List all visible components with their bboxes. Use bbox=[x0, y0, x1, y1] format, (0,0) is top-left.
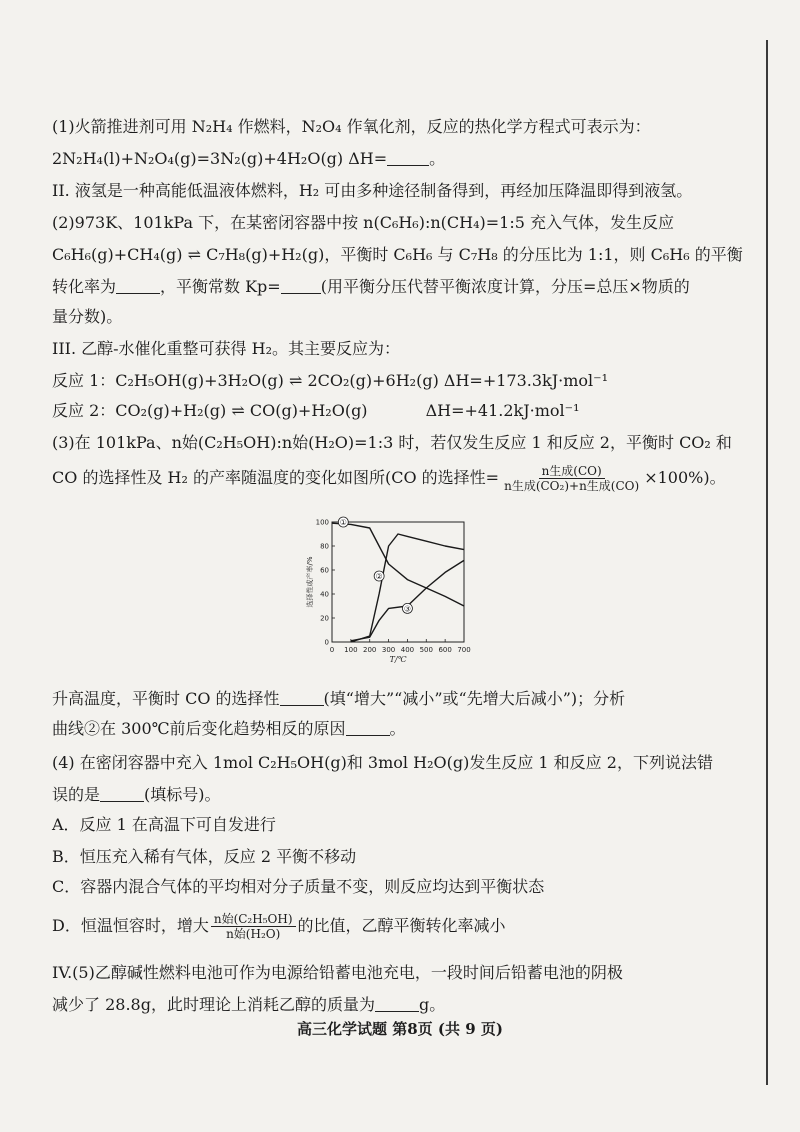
section4-line2 bbox=[52, 994, 742, 1016]
plot-frame bbox=[332, 522, 464, 642]
option-d-text-b: 的比值，乙醇平衡转化率减小 bbox=[297, 916, 506, 935]
q1-line1: (1)火箭推进剂可用 N₂H₄ 作燃料，N₂O₄ 作氧化剂，反应的热化学方程式可表示为： bbox=[52, 117, 651, 136]
option-b: B．恒压充入稀有气体，反应 2 平衡不移动 bbox=[52, 847, 357, 866]
option-a: A．反应 1 在高温下可自发进行 bbox=[52, 815, 276, 834]
q4-line2 bbox=[52, 784, 742, 806]
x-tick-label: 600 bbox=[438, 646, 452, 654]
q3-text-a: CO 的选择性及 H₂ 的产率随温度的变化如图所(CO 的选择性= bbox=[52, 468, 500, 487]
reaction-1: 反应 1：C₂H₅OH(g)+3H₂O(g) ⇌ 2CO₂(g)+6H₂(g) ΔH=+173.3kJ·mol⁻¹ bbox=[52, 371, 609, 390]
answer-blank-kp[interactable] bbox=[281, 277, 321, 294]
co-selectivity-fraction bbox=[501, 464, 642, 493]
q3-line1: (3)在 101kPa、n始(C₂H₅OH):n始(H₂O)=1:3 时，若仅发生反应 1 和反应 2，平衡时 CO₂ 和 bbox=[52, 433, 732, 452]
y-tick-label: 40 bbox=[320, 590, 329, 599]
q3-line4 bbox=[52, 718, 742, 740]
option-d bbox=[52, 912, 742, 941]
q3-text-d: (填“增大”“减小”或“先增大后减小”)；分析 bbox=[323, 689, 626, 708]
selectivity-yield-chart bbox=[296, 512, 476, 672]
y-tick-label: 100 bbox=[315, 518, 329, 527]
section4-text-b: g。 bbox=[418, 995, 446, 1014]
reaction-2-dh: ΔH=+41.2kJ·mol⁻¹ bbox=[425, 401, 580, 420]
x-tick-label: 400 bbox=[400, 646, 415, 654]
section4-text-a: 减少了 28.8g，此时理论上消耗乙醇的质量为 bbox=[52, 995, 375, 1014]
q2-text-a: 转化率为 bbox=[52, 277, 117, 296]
q3-line2 bbox=[52, 464, 742, 493]
y-tick-label: 80 bbox=[320, 542, 329, 551]
q3-text-c: 升高温度，平衡时 CO 的选择性 bbox=[52, 689, 280, 708]
fraction-numerator: n生成(CO) bbox=[539, 464, 605, 479]
series-label: ① bbox=[339, 518, 347, 527]
ratio-denominator: n始(H₂O) bbox=[226, 927, 281, 941]
x-axis-label: T/℃ bbox=[389, 655, 407, 664]
series-label: ③ bbox=[403, 604, 412, 614]
q2-line1: (2)973K、101kPa 下，在某密闭容器中按 n(C₆H₆):n(CH₄)=1:5 充入气体，发生反应 bbox=[52, 213, 674, 232]
fraction-denominator: n生成(CO₂)+n生成(CO) bbox=[504, 479, 640, 493]
page-footer: 高三化学试题 第8页 (共 9 页) bbox=[297, 1020, 503, 1038]
section3-intro: III. 乙醇-水催化重整可获得 H₂。其主要反应为： bbox=[52, 339, 400, 358]
q3-line3 bbox=[52, 688, 742, 710]
q4-text-a: 误的是 bbox=[52, 785, 101, 804]
q2-line4: 量分数)。 bbox=[52, 307, 123, 326]
reaction-2-eq: 反应 2：CO₂(g)+H₂(g) ⇌ CO(g)+H₂O(g) bbox=[52, 401, 368, 420]
option-d-text-a: D．恒温恒容时，增大 bbox=[52, 916, 209, 935]
answer-blank-dh[interactable] bbox=[387, 149, 429, 166]
x-tick-label: 0 bbox=[329, 646, 335, 654]
x-tick-label: 100 bbox=[344, 646, 358, 654]
margin-rule bbox=[766, 40, 768, 1085]
x-tick-label: 200 bbox=[363, 646, 377, 654]
q1-line2 bbox=[52, 148, 742, 170]
option-c: C．容器内混合气体的平均相对分子质量不变，则反应均达到平衡状态 bbox=[52, 877, 545, 896]
q3-text-f: 。 bbox=[389, 719, 406, 738]
series-label: ② bbox=[375, 572, 383, 581]
answer-blank-co-selectivity[interactable] bbox=[280, 689, 324, 706]
answer-blank-reason[interactable] bbox=[346, 719, 390, 736]
x-tick-label: 500 bbox=[419, 646, 433, 654]
y-tick-label: 0 bbox=[324, 638, 329, 647]
y-tick-label: 20 bbox=[320, 614, 329, 623]
q1-equation: 2N₂H₄(l)+N₂O₄(g)=3N₂(g)+4H₂O(g) ΔH= bbox=[52, 149, 388, 168]
reaction-2 bbox=[52, 400, 742, 422]
q4-line1: (4) 在密闭容器中充入 1mol C₂H₅OH(g)和 3mol H₂O(g)发生反应 1 和反应 2，下列说法错 bbox=[52, 753, 713, 772]
y-tick-label: 60 bbox=[320, 566, 329, 575]
q3-text-e: 曲线②在 300℃前后变化趋势相反的原因 bbox=[52, 719, 346, 738]
q2-text-b: ，平衡常数 Kp= bbox=[160, 277, 281, 296]
x-tick-label: 700 bbox=[457, 646, 471, 654]
q1-end: 。 bbox=[429, 149, 446, 168]
answer-blank-conversion[interactable] bbox=[116, 277, 160, 294]
q2-line3 bbox=[52, 276, 742, 298]
ratio-fraction bbox=[211, 912, 296, 941]
series-line bbox=[351, 560, 464, 640]
series-line bbox=[351, 534, 464, 642]
section2-intro: II. 液氢是一种高能低温液体燃料，H₂ 可由多种途径制备得到，再经加压降温即得到液氢。 bbox=[52, 181, 693, 200]
section4-line1: IV.(5)乙醇碱性燃料电池可作为电源给铅蓄电池充电，一段时间后铅蓄电池的阴极 bbox=[52, 963, 623, 982]
q2-line2: C₆H₆(g)+CH₄(g) ⇌ C₇H₈(g)+H₂(g)，平衡时 C₆H₆ 与 C₇H₈ 的分压比为 1:1，则 C₆H₆ 的平衡 bbox=[52, 245, 743, 264]
answer-blank-ethanol-mass[interactable] bbox=[375, 995, 419, 1012]
ratio-numerator: n始(C₂H₅OH) bbox=[211, 912, 296, 927]
answer-blank-wrong-option[interactable] bbox=[100, 785, 144, 802]
series-line bbox=[332, 523, 464, 606]
q3-text-b: ×100%)。 bbox=[644, 468, 726, 487]
q2-text-c: (用平衡分压代替平衡浓度计算，分压=总压×物质的 bbox=[320, 277, 690, 296]
q4-text-b: (填标号)。 bbox=[144, 785, 221, 804]
x-tick-label: 300 bbox=[381, 646, 396, 654]
y-axis-label: 选择性或产率/% bbox=[306, 556, 314, 608]
